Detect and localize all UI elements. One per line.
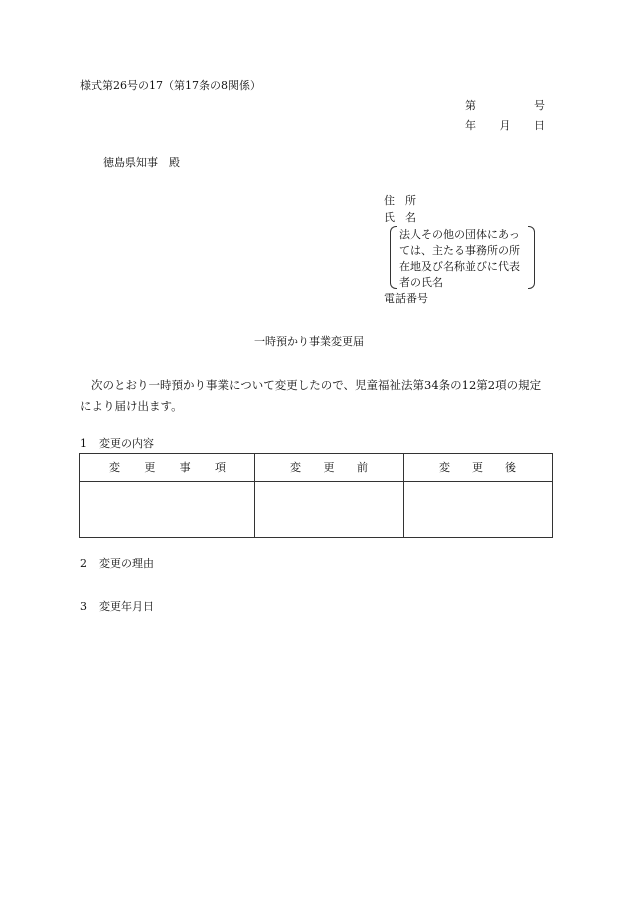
section1-number: 1: [80, 437, 87, 450]
section3-heading: [80, 601, 154, 612]
document-title: 一時預かり事業変更届: [254, 335, 364, 348]
addressee: 徳島県知事 殿: [103, 156, 180, 169]
section1-label: 変更の内容: [99, 437, 154, 450]
name-label: 氏 名: [384, 211, 416, 224]
table-header-row: [80, 454, 553, 482]
change-item-cell[interactable]: [80, 482, 255, 538]
date-year: 年: [465, 119, 476, 132]
body-text-line2: により届け出ます。: [80, 399, 183, 413]
before-change-cell[interactable]: [255, 482, 404, 538]
date-day: 日: [534, 119, 545, 132]
phone-label: 電話番号: [384, 292, 428, 305]
body-text-line1: 次のとおり一時預かり事業について変更したので、児童福祉法第34条の12第2項の規定: [91, 378, 542, 392]
after-change-cell[interactable]: [404, 482, 553, 538]
header-change-item: 変 更 事 項: [80, 454, 255, 482]
section1-heading: [80, 438, 154, 449]
number-prefix: 第: [465, 99, 476, 112]
section2-label: 変更の理由: [99, 557, 154, 570]
section2-heading: [80, 558, 154, 569]
section2-number: 2: [80, 557, 87, 570]
section3-number: 3: [80, 600, 87, 613]
right-bracket: [528, 226, 535, 289]
corporation-note-line: 在地及び名称並びに代表: [399, 260, 520, 273]
document-number-line: [465, 100, 545, 111]
header-after-change: 変 更 後: [404, 454, 553, 482]
number-suffix: 号: [534, 99, 545, 112]
date-line: [465, 120, 545, 131]
corporation-note-line: 法人その他の団体にあっ: [399, 228, 520, 241]
address-label: 住 所: [384, 194, 416, 207]
table-row: [80, 482, 553, 538]
corporation-note-line: ては、主たる事務所の所: [399, 244, 520, 257]
corporation-note-line: 者の氏名: [399, 276, 443, 289]
header-before-change: 変 更 前: [255, 454, 404, 482]
form-number: 様式第26号の17（第17条の8関係）: [80, 79, 261, 92]
changes-table: [79, 453, 553, 538]
left-bracket: [390, 226, 397, 289]
section3-label: 変更年月日: [99, 600, 154, 613]
date-month: 月: [499, 119, 511, 132]
